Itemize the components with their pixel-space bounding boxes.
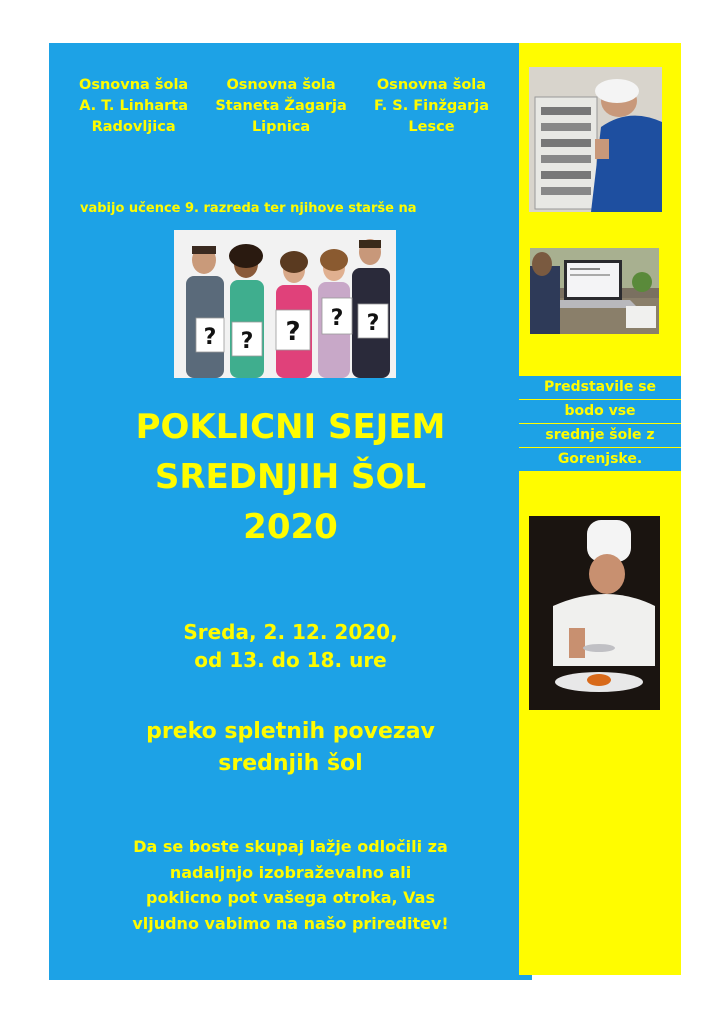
- school-zagar: [215, 75, 346, 138]
- school-linhart: [79, 75, 188, 138]
- side-note: [519, 376, 681, 472]
- students-question-photo: [174, 230, 396, 378]
- organizing-schools: [49, 75, 519, 138]
- school-location: Lesce: [408, 119, 455, 135]
- school-name: F. S. Finžgarja: [373, 98, 489, 114]
- side-note-line-4: Gorenjske.: [519, 448, 681, 471]
- title-line-1: POKLICNI SEJEM: [135, 407, 446, 447]
- school-type: Osnovna šola: [226, 77, 336, 93]
- event-title: [49, 402, 532, 552]
- closing-paragraph: [49, 834, 532, 936]
- school-finzgar: [374, 75, 489, 138]
- event-venue: [49, 716, 532, 780]
- title-line-2: SREDNJIH ŠOL: [154, 457, 427, 497]
- title-line-3: 2020: [243, 507, 338, 547]
- side-note-line-1: Predstavile se: [519, 376, 681, 399]
- venue-line-2: srednjih šol: [218, 751, 363, 776]
- laptop-photo: [530, 248, 659, 334]
- date-line: Sreda, 2. 12. 2020,: [183, 620, 398, 644]
- svg-text:?: ?: [330, 306, 344, 331]
- side-note-line-2: bodo vse: [519, 400, 681, 423]
- electrician-photo: [529, 67, 662, 212]
- side-note-line-3: srednje šole z: [519, 424, 681, 447]
- venue-line-1: preko spletnih povezav: [146, 719, 435, 744]
- svg-text:?: ?: [285, 317, 301, 347]
- closing-line-1: Da se boste skupaj lažje odločili za: [133, 837, 448, 856]
- school-name: A. T. Linharta: [79, 98, 188, 114]
- svg-text:?: ?: [366, 311, 380, 336]
- chef-photo: [529, 516, 660, 710]
- time-line: od 13. do 18. ure: [194, 648, 387, 672]
- invitation-line: vabijo učence 9. razreda ter njihove starše na: [80, 201, 417, 216]
- school-location: Radovljica: [91, 119, 176, 135]
- closing-line-3: poklicno pot vašega otroka, Vas: [145, 888, 435, 907]
- event-date-time: [49, 618, 532, 674]
- closing-line-2: nadaljnjo izobraževalno ali: [169, 862, 412, 882]
- school-type: Osnovna šola: [376, 77, 487, 93]
- school-name: Staneta Žagarja: [215, 98, 347, 114]
- closing-line-4: vljudno vabimo na našo prireditev!: [132, 913, 449, 933]
- svg-text:?: ?: [240, 329, 254, 354]
- svg-text:?: ?: [203, 325, 217, 350]
- school-location: Lipnica: [251, 119, 311, 135]
- school-type: Osnovna šola: [79, 77, 189, 93]
